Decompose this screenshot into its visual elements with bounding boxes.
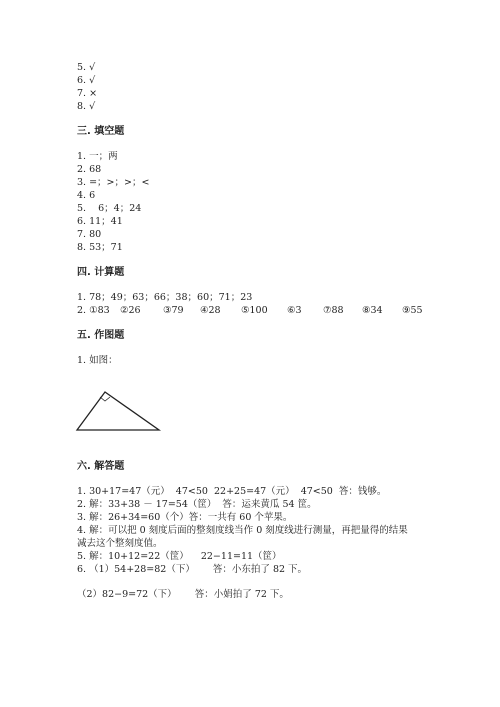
fill-item-6: 6. 11；41	[77, 216, 123, 227]
solve-item-6-2: （2）82−9=72（下） 答：小娟拍了 72 下。	[77, 589, 289, 600]
calc-answer: ④28	[200, 305, 221, 316]
calc-item-1: 1. 78；49；63；66；38；60；71；23	[77, 292, 253, 303]
calc-answer: ⑥3	[287, 305, 302, 316]
fill-item-5: 5. 6；4；24	[77, 203, 142, 214]
right-triangle-figure	[74, 386, 174, 436]
solve-item-3: 3. 解：26+34=60（个）答：一共有 60 个苹果。	[77, 512, 293, 523]
section-heading-fill: 三. 填空题	[77, 126, 125, 137]
judge-item-6: 6. √	[77, 75, 96, 86]
calc-answer: ②26	[120, 305, 141, 316]
calc-answer: 2. ①83	[77, 305, 110, 316]
judge-item-5: 5. √	[77, 62, 96, 73]
fill-item-8: 8. 53；71	[77, 242, 123, 253]
solve-item-1: 1. 30+17=47（元） 47<50 22+25=47（元） 47<50 答：钱够。	[77, 486, 387, 497]
section-heading-calc: 四. 计算题	[77, 267, 125, 278]
calc-answer: ⑦88	[323, 305, 344, 316]
solve-item-6-1: 6. （1）54+28=82（下） 答：小东拍了 82 下。	[77, 564, 308, 575]
calc-answer: ⑤100	[241, 305, 268, 316]
solve-item-5: 5. 解：10+12=22（筐） 22−11=11（筐）	[77, 551, 282, 562]
fill-item-7: 7. 80	[77, 229, 102, 240]
fill-item-3: 3. =；>；>；<	[77, 177, 150, 188]
fill-item-1: 1. 一；两	[77, 151, 118, 162]
calc-item-2	[77, 305, 437, 317]
fill-item-2: 2. 68	[77, 164, 102, 175]
solve-item-4-cont: 减去这个整刻度值。	[77, 538, 163, 549]
solve-item-4: 4. 解：可以把 0 刻度后面的整刻度线当作 0 刻度线进行测量，再把量得的结果	[77, 525, 408, 536]
draw-item-1: 1. 如图：	[77, 355, 118, 366]
calc-answer: ⑧34	[362, 305, 383, 316]
calc-answer: ⑨55	[402, 305, 423, 316]
fill-item-4: 4. 6	[77, 190, 96, 201]
judge-item-8: 8. √	[77, 101, 96, 112]
solve-item-2: 2. 解：33+38 － 17=54（筐） 答：运来黄瓜 54 筐。	[77, 499, 317, 510]
section-heading-solve: 六. 解答题	[77, 461, 125, 472]
section-heading-draw: 五. 作图题	[77, 330, 125, 341]
judge-item-7: 7. ×	[77, 88, 98, 99]
calc-answer: ③79	[163, 305, 184, 316]
